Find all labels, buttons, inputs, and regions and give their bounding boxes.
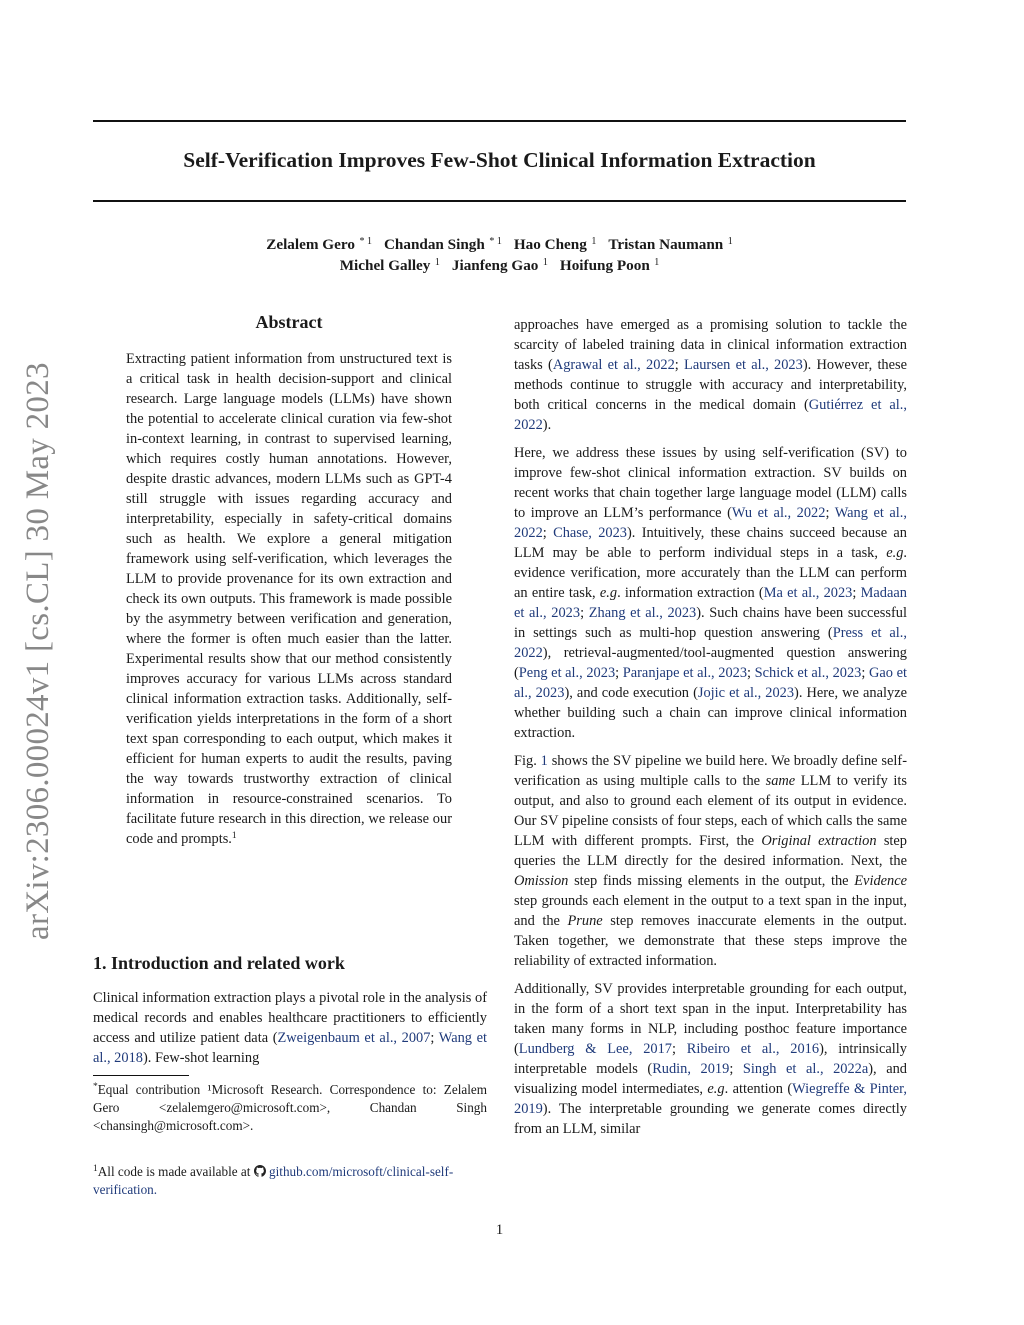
body-text: . attention ( [724,1081,793,1097]
citation-link[interactable]: Wiegreffe & Pinter, 2019 [514,1081,907,1117]
body-text: ), intrinsically interpretable models ( [514,1041,907,1077]
citation-link[interactable]: Wang et al., 2022 [514,505,907,541]
author-affiliation-mark: 1 [540,257,548,268]
author-name: Michel Galley [339,257,431,274]
author-affiliation-mark: 1 [725,236,733,247]
citation-link[interactable]: Laursen et al., 2023 [684,357,803,373]
body-text: . evidence verification, more accurately than the LLM can perform an entire task, [514,545,907,601]
emphasis-text: e.g [886,545,904,561]
body-text: . information extraction ( [617,585,764,601]
body-text: ), and code execution ( [564,685,698,701]
footnote-mark: * [93,1082,98,1092]
author-name: Hoifung Poon [559,257,650,274]
intro-body [93,988,487,1068]
citation-link[interactable]: Lundberg & Lee, 2017 [518,1041,672,1057]
body-text: step grounds each element in the output to a text span in the input, and the [514,893,907,929]
body-text: ; [729,1061,743,1077]
title-bottom-rule [93,200,906,202]
citation-link[interactable]: Zhang et al., 2023 [588,605,697,621]
footnote-rule [93,1075,189,1076]
author-affiliation-mark: * 1 [486,236,502,247]
citation-link[interactable]: Schick et al., 2023 [754,665,862,681]
body-text: approaches have emerged as a promising solution to tackle the scarcity of labeled training data in clinical information extraction tasks ( [514,317,907,373]
footnote-text: All code is made available at [97,1164,254,1179]
body-text: ). Such chains have been successful in settings such as multi-hop question answering ( [514,605,907,641]
author-name: Zelalem Gero [266,236,355,253]
abstract-footnote-mark[interactable]: 1 [231,831,237,841]
body-text: ; [674,357,685,373]
body-text: LLM to verify its output, and also to ground each element of its output in evidence. Our SV pipeline consists of four steps, each of which calls the same LLM with different prompts. First, the [514,773,907,849]
right-column [514,315,907,1147]
intro-text: Clinical information extraction plays a pivotal role in the analysis of medical records and enables healthcare practitioners to efficiently access and utilize patient data ( [93,990,487,1046]
body-text: ). Intuitively, these chains succeed because an LLM may be able to perform individual steps in a task, [514,525,907,561]
citation-link[interactable]: Gutiérrez et al., 2022 [514,397,907,433]
emphasis-text: Evidence [854,873,907,889]
citation-link[interactable]: Wu et al., 2022 [731,505,826,521]
github-icon [254,1165,266,1177]
intro-heading: 1. Introduction and related work [93,953,345,973]
body-text: ; [825,505,835,521]
citation-link[interactable]: Paranjape et al., 2023 [622,665,748,681]
author-name: Hao Cheng [513,236,587,253]
body-text: ; [852,585,861,601]
abstract-heading: Abstract [255,312,323,332]
body-text: ; [861,665,869,681]
paragraph [514,979,907,1139]
citation-link[interactable]: Zweigenbaum et al., 2007 [277,1030,431,1046]
citation-link[interactable]: Press et al., 2022 [514,625,907,661]
body-text: Additionally, SV provides interpretable grounding for each output, in the form of a short text span in the input. Interpretability has taken many forms in NLP, including posthoc feature importance ( [514,981,907,1057]
body-text: Fig. [514,753,541,769]
paper-title: Self-Verification Improves Few-Shot Clinical Information Extraction [183,148,816,172]
body-text: ). [542,417,552,433]
footnote-affiliations [93,1081,487,1135]
github-link[interactable]: github.com/microsoft/clinical-self-verification. [93,1164,454,1197]
citation-link[interactable]: Chase, 2023 [553,525,628,541]
emphasis-text: Omission [514,873,569,889]
body-text: step queries the LLM directly for the desired information. Next, the [514,833,908,869]
body-text: ; [671,1041,687,1057]
emphasis-text: Prune [567,913,603,929]
author-affiliation-mark: * 1 [356,236,372,247]
body-text: ), retrieval-augmented/tool-augmented question answering ( [514,645,907,681]
citation-link[interactable]: Madaan et al., 2023 [514,585,907,621]
page-number: 1 [495,1222,504,1238]
body-text: ). The interpretable grounding we generate comes directly from an LLM, similar [514,1101,907,1137]
citation-link[interactable]: Ma et al., 2023 [763,585,853,601]
authors-line-2 [93,257,906,275]
citation-link[interactable]: Singh et al., 2022a [742,1061,869,1077]
body-text: ; [615,665,623,681]
author-name: Jianfeng Gao [451,257,539,274]
citation-link[interactable]: 1 [540,753,548,769]
paragraph [514,315,907,435]
arxiv-identifier[interactable]: arXiv:2306.00024v1 [cs.CL] 30 May 2023 [20,362,56,940]
emphasis-text: e.g [707,1081,725,1097]
author-name: Tristan Naumann [608,236,724,253]
body-text: shows the SV pipeline we build here. We broadly define self-verification as using multiple calls to the [514,753,907,789]
citation-link[interactable]: Jojic et al., 2023 [697,685,795,701]
citation-link[interactable]: Gao et al., 2023 [514,665,907,701]
paragraph [514,751,907,971]
body-text: ; [747,665,755,681]
top-rule [93,120,906,122]
footnote-text: Equal contribution ¹Microsoft Research. Correspondence to: Zelalem Gero <zelalemgero@microsoft.com>, Chandan Singh <chansingh@microsoft.com>. [93,1082,487,1133]
emphasis-text: Original extraction [761,833,877,849]
paragraph [514,443,907,743]
citation-link[interactable]: Ribeiro et al., 2016 [686,1041,820,1057]
author-affiliation-mark: 1 [432,257,440,268]
emphasis-text: e.g [599,585,618,601]
body-text: step removes inaccurate elements in the output. Taken together, we demonstrate that these steps improve the reliability of extracted information. [514,913,907,969]
body-text: Here, we address these issues by using self-verification (SV) to improve few-shot clinical information extraction. SV builds on recent works that chain together large language model (LLM) calls to improve an LLM’s performance ( [514,445,907,521]
emphasis-text: same [765,773,796,789]
abstract-text: Extracting patient information from unstructured text is a critical task in health decision-support and clinical research. Large language models (LLMs) have shown the potential to accelerate clinical curation via few-shot in-context learning, in contrast to supervised learning, which requires costly human annotations. However, despite drastic advances, modern LLMs such as GPT-4 still struggle with issues regarding accuracy and interpretability, especially in safety-critical domains such as health. We explore a general mitigation framework using self-verification, which leverages the LLM to provide provenance for its own extraction and check its own outputs. This framework is made possible by the asymmetry between verification and generation, where the former is often much easier than the latter. Experimental results show that our method consistently improves accuracy for various LLMs across standard clinical information extraction tasks. Additionally, self-verification yields interpretations in the form of a short text span corresponding to each output, which makes it efficient for human experts to audit the results, paving the way towards trustworthy extraction of clinical information in resource-constrained scenarios. To facilitate future research in this direction, we release our code and prompts. [126,351,452,847]
body-text: ; [542,525,554,541]
body-text: ), and visualizing model intermediates, [514,1061,907,1097]
author-affiliation-mark: 1 [651,257,660,268]
author-name: Chandan Singh [383,236,485,253]
body-text: step finds missing elements in the output, the [568,873,855,889]
author-affiliation-mark: 1 [588,236,597,247]
authors-line-1 [93,236,906,254]
footnote-mark: 1 [93,1164,98,1174]
body-text: ). However, these methods continue to struggle with accuracy and interpretability, both critical concerns in the medical domain ( [514,357,908,413]
citation-link[interactable]: Agrawal et al., 2022 [552,357,675,373]
citation-link[interactable]: Rudin, 2019 [652,1061,730,1077]
body-text: ). Here, we analyze whether building such a chain can improve clinical information extraction. [514,685,907,741]
citation-link[interactable]: Wang et al., 2018 [93,1030,487,1066]
abstract-body [126,349,452,849]
citation-link[interactable]: Peng et al., 2023 [518,665,616,681]
intro-sep: ; [430,1030,439,1046]
body-text: ; [580,605,589,621]
footnote-code [93,1163,487,1199]
intro-tail: ). Few-shot learning [142,1050,260,1066]
